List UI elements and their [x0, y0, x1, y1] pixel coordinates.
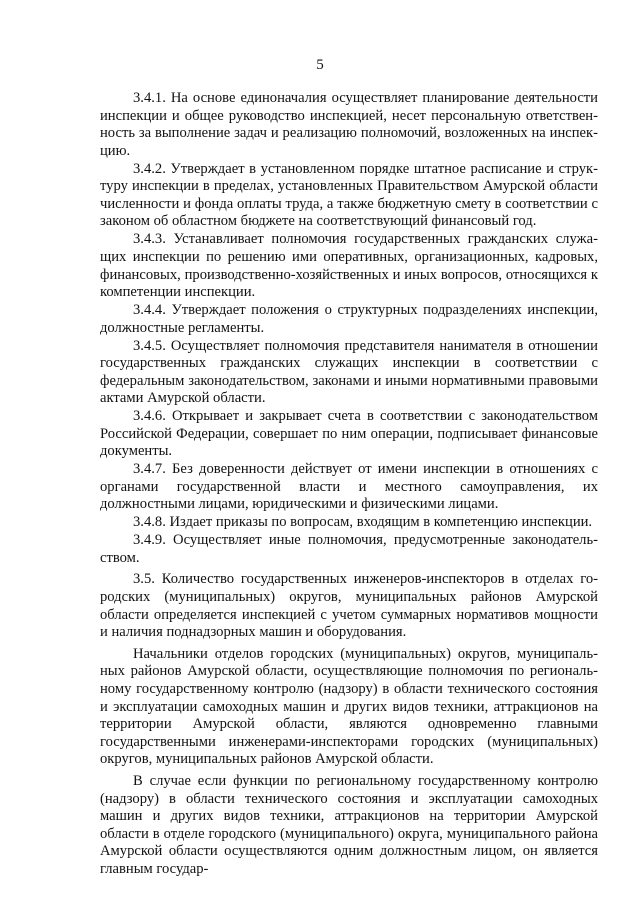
paragraph-3-4-5: 3.4.5. Осуществляет полномочия представителя нанимателя в отношении государственных гражданских служащих инспекции в соответствии с федеральным законодательством, законами и иными нормативными правовыми актами Амурской области.	[100, 337, 598, 407]
paragraph-3-4-7: 3.4.7. Без доверенности действует от имени инспекции в отношениях с органами государственной власти и местного самоуправления, их должностными лицами, юридическими и физическими лицами.	[100, 461, 598, 513]
paragraph-department-heads: Начальники отделов городских (муниципальных) округов, муниципальных районов Амурской области, осуществляющие полномочия по региональному государственному контролю (надзору) в области технического состояния и эксплуатации самоходных машин и других видов техники, аттракционов на территории Амурской области, являются одновременно главными государственными инженерами-инспекторами городских (муниципальных) округов, муниципальных районов Амурской области.	[100, 645, 598, 768]
paragraph-3-4-4: 3.4.4. Утверждает положения о структурных подразделениях инспекции, должностные регламенты.	[100, 302, 598, 336]
paragraph-3-4-3: 3.4.3. Устанавливает полномочия государственных гражданских служащих инспекции по решению ими оперативных, организационных, кадровых, финансовых, производственно-хозяйственных и иных вопросов, относящихся к компетенции инспекции.	[100, 231, 598, 301]
page-number: 5	[316, 57, 324, 73]
paragraph-3-4-9: 3.4.9. Осуществляет иные полномочия, предусмотренные законодательством.	[100, 532, 598, 566]
paragraph-3-4-2: 3.4.2. Утверждает в установленном порядке штатное расписание и структуру инспекции в пределах, установленных Правительством Амурской области численности и фонда оплаты труда, а также бюджетную смету в соответствии с законом об областном бюджете на соответствующий финансовый год.	[100, 160, 598, 230]
paragraph-3-4-6: 3.4.6. Открывает и закрывает счета в соответствии с законодательством Российской Федерации, совершает по ним операции, подписывает финансовые документы.	[100, 408, 598, 460]
paragraph-single-official: В случае если функции по региональному государственному контролю (надзору) в области технического состояния и эксплуатации самоходных машин и других видов техники, аттракционов на территории Амурской области в отделе городского (муниципального) округа, муниципального района Амурской области осуществляются одним должностным лицом, он является главным государ-	[100, 772, 598, 877]
paragraph-3-4-1: 3.4.1. На основе единоначалия осуществляет планирование деятельности инспекции и общее руководство инспекцией, несет персональную ответственность за выполнение задач и реализацию полномочий, возложенных на инспекцию.	[100, 90, 598, 159]
document-body	[100, 90, 598, 879]
paragraph-3-4-8: 3.4.8. Издает приказы по вопросам, входящим в компетенцию инспекции.	[133, 514, 593, 531]
paragraph-3-5: 3.5. Количество государственных инженеров-инспекторов в отделах городских (муниципальных) округов, муниципальных районов Амурской области определяется инспекцией с учетом суммарных нормативов мощности и наличия поднадзорных машин и оборудования.	[100, 571, 598, 641]
